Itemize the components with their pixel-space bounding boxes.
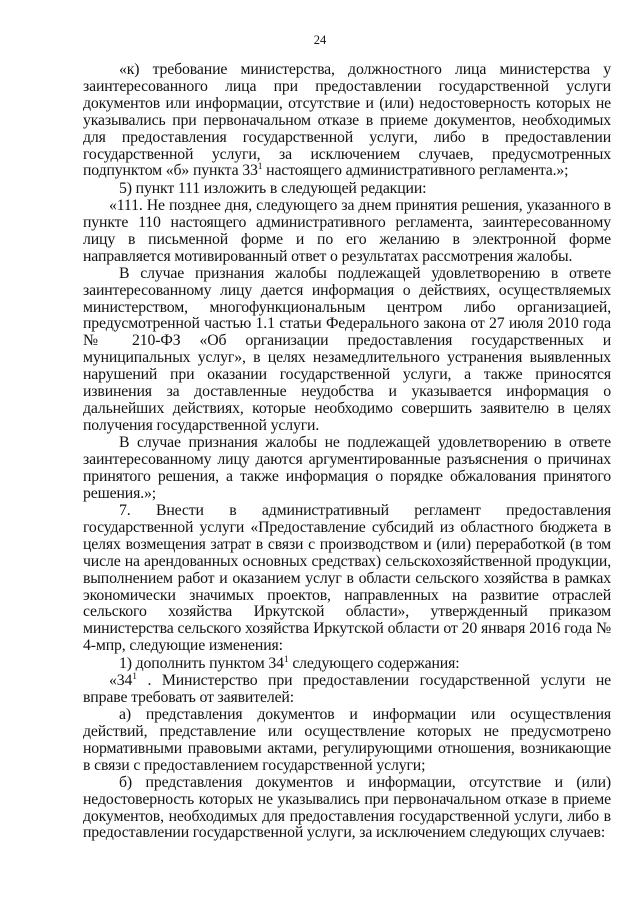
paragraph-text: «к) требование министерства, должностного лица министерства у заинтересованного лица при предоставлении государственной услуги документов или информации, отсутствие и (или) недостоверность которых не указывались при первоначальном отказе в приеме документов, необходимых для предоставления государственной услуги, либо в предоставлении государственной услуги, за исключением случаев, предусмотренных подпунктом «б» пункта 33 bbox=[83, 61, 611, 180]
superscript: 1 bbox=[257, 162, 263, 173]
paragraph-text-tail: . Министерство при предоставлении государственной услуги не вправе требовать от заявителей: bbox=[83, 671, 611, 706]
paragraph-item-k bbox=[83, 62, 611, 180]
page-number: 24 bbox=[313, 33, 327, 47]
paragraph-text: «34 bbox=[109, 671, 133, 689]
paragraph-subitem-b: б) представления документов и информации, отсутствие и (или) недостоверность которых не указывались при первоначальном отказе в приеме документов, необходимых для предоставления государственной услуги, либо в предоставлении государственной услуги, за исключением следующих случаев: bbox=[83, 773, 611, 842]
paragraph-item-5: 5) пункт 111 изложить в следующей редакции: bbox=[119, 179, 427, 197]
document-body bbox=[83, 62, 611, 843]
paragraph-item-1 bbox=[83, 656, 611, 673]
paragraph-point-34-1 bbox=[83, 673, 611, 707]
superscript: 1 bbox=[132, 671, 137, 682]
paragraph-text: 1) дополнить пунктом 34 bbox=[119, 654, 284, 672]
paragraph-point-111: «111. Не позднее дня, следующего за днем принятия решения, указанного в пункте 110 настоящего административного регламента, заинтересованному лицу в письменной форме и по его желанию в электронной форме направляется мотивированный ответ о результатах рассмотрения жалобы. bbox=[83, 196, 611, 265]
paragraph-item-7: 7. Внести в административный регламент предоставления государственной услуги «Предоставление субсидий из областного бюджета в целях возмещения затрат в связи с производством и (или) переработкой (в том числе на арендованных основных средствах) сельскохозяйственной продукции, выполнением работ и оказанием услуг в области сельского хозяйства в рамках экономически значимых проектов, направленных на развитие отраслей сельского хозяйства Иркутской области», утвержденный приказом министерства сельского хозяйства Иркутской области от 20 января 2016 года № 4-мпр, следующие изменения: bbox=[83, 502, 611, 655]
paragraph-text-tail: следующего содержания: bbox=[288, 654, 460, 672]
paragraph-text-tail: настоящего административного регламента.»; bbox=[262, 162, 569, 180]
paragraph-complaint-rejected: В случае признания жалобы не подлежащей удовлетворению в ответе заинтересованному лицу даются аргументированные разъяснения о причинах принятого решения, а также информация о порядке обжалования принятого решения.»; bbox=[83, 434, 611, 502]
superscript: 1 bbox=[283, 654, 289, 665]
paragraph-subitem-a: а) представления документов и информации или осуществления действий, представление или осуществление которых не предусмотрено нормативными правовыми актами, регулирующими отношения, возникающие в связи с предоставлением государственной услуги; bbox=[83, 705, 611, 774]
paragraph-complaint-satisfied: В случае признания жалобы подлежащей удовлетворению в ответе заинтересованному лицу дается информация о действиях, осуществляемых министерством, многофункциональным центром либо организацией, предусмотренной частью 1.1 статьи Федерального закона от 27 июля 2010 года № 210-ФЗ «Об организации предоставления государственных и муниципальных услуг», в целях незамедлительного устранения выявленных нарушений при оказании государственной услуги, а также приносятся извинения за доставленные неудобства и указывается информация о дальнейших действиях, которые необходимо совершить заявителю в целях получения государственной услуги. bbox=[83, 264, 611, 434]
